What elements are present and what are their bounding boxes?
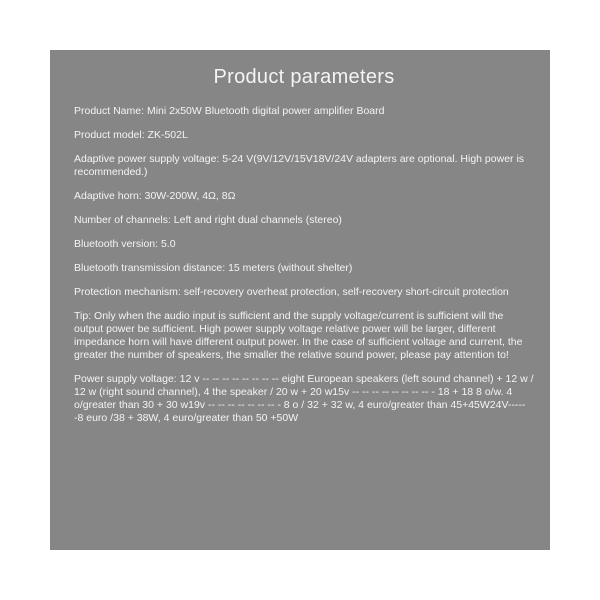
channels-line: Number of channels: Left and right dual channels (stereo) [74,214,342,226]
tip-paragraph: Tip: Only when the audio input is sufficient and the supply voltage/current is sufficient will the output power be sufficient. High power supply voltage relative power will be larger, different impedance horn will have different output power. In the case of sufficient voltage and current, the greater the number of speakers, the smaller the relative sound power, please pay attention to! [74,310,523,361]
power-supply-details-paragraph: Power supply voltage: 12 v -- -- -- -- -- -- -- -- eight European speakers (left sound channel) + 12 w / 12 w (right sound channel), 4 the speaker / 20 w + 20 w15v -- -- -- -- -- -- -- -- - 18 + 18 8 o/w. 4 o/greater than 30 + 30 w19v -- -- -- -- -- -- -- - 8 o / 32 + 32 w, 4 euro/greater than 45+45W24V------8 euro /38 + 38W, 4 euro/greater than 50 +50W [74,373,534,424]
protection-mechanism-line: Protection mechanism: self-recovery overheat protection, self-recovery short-circuit protection [74,286,509,298]
power-supply-voltage-line: Adaptive power supply voltage: 5-24 V(9V/12V/15V18V/24V adapters are optional. High power is recommended.) [74,153,525,178]
product-parameters-panel [50,50,550,550]
transmission-distance-line: Bluetooth transmission distance: 15 meters (without shelter) [74,262,353,274]
product-model-line: Product model: ZK-502L [74,129,188,141]
bluetooth-version-line: Bluetooth version: 5.0 [74,238,176,250]
product-name-line: Product Name: Mini 2x50W Bluetooth digital power amplifier Board [74,105,385,117]
panel-title: Product parameters [213,66,395,88]
adaptive-horn-line: Adaptive horn: 30W-200W, 4Ω, 8Ω [74,190,236,202]
